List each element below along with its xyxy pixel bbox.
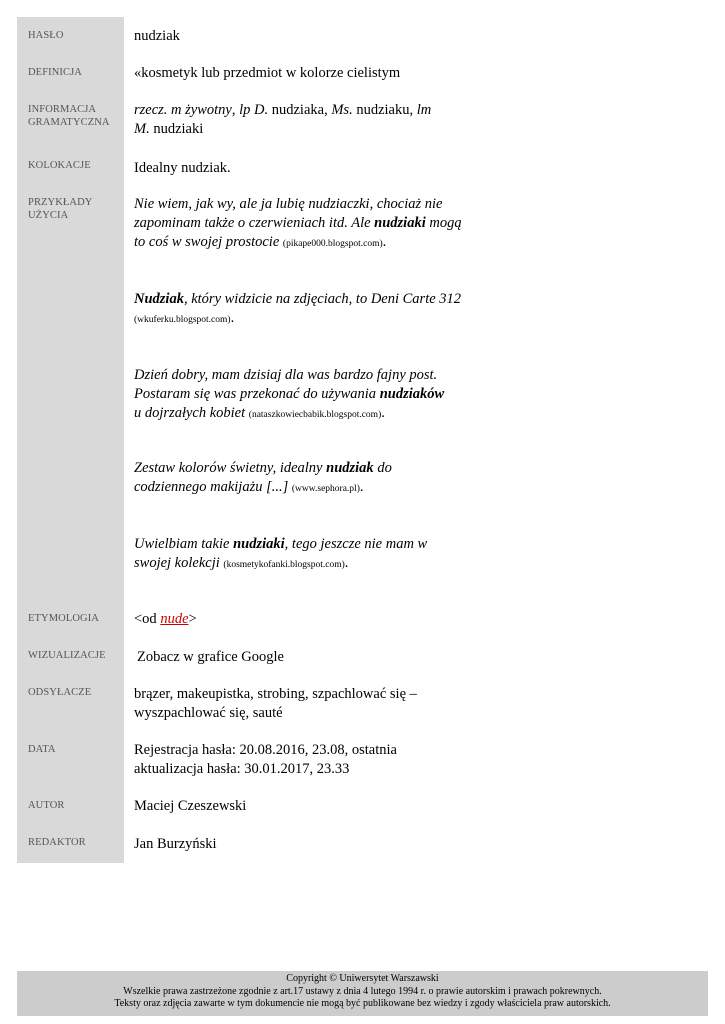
- example-text: Nie wiem, jak wy, ale ja lubię nudziaczki, chociaż nie zapominam także o czerwieniach itd. Ale: [134, 196, 443, 231]
- example-keyword: nudziaki: [233, 536, 285, 552]
- example-1: Nie wiem, jak wy, ale ja lubię nudziaczki, chociaż nie zapominam także o czerwieniach itd. Ale nudziaki mogą to coś w swojej prostocie (pikape000.blogspot.com).: [134, 196, 462, 250]
- example-text: Zestaw kolorów świetny, idealny: [134, 460, 327, 476]
- grammar-form: nudziaki: [149, 121, 204, 137]
- value-data: [134, 741, 464, 779]
- grammar-m: M.: [134, 121, 150, 137]
- example-keyword: nudziak: [326, 460, 374, 476]
- grammar-sep: ,: [231, 102, 240, 118]
- grammar-ms: Ms.: [331, 102, 353, 118]
- label-informacja-line1: INFORMACJA: [28, 104, 97, 115]
- footer-rights: Wszelkie prawa zastrzeżone zgodnie z art.17 ustawy z dnia 4 lutego 1994 r. o prawie autorskim i prawach pokrewnych.: [123, 985, 602, 997]
- label-odsylacze: ODSYŁACZE: [28, 687, 92, 698]
- example-source: (pikape000.blogspot.com): [282, 239, 383, 249]
- grammar-pos: rzecz. m żywotny: [134, 102, 232, 118]
- example-text: mogą to coś w swojej prostocie: [134, 215, 462, 250]
- label-wizualizacje: WIZUALIZACJE: [28, 650, 106, 661]
- example-text: , tego jeszcze nie mam w swojej kolekcji: [134, 536, 428, 571]
- label-kolokacje: KOLOKACJE: [28, 160, 91, 171]
- example-keyword: Nudziak: [134, 291, 184, 307]
- grammar-form: nudziaka,: [268, 102, 332, 118]
- example-text: Uwielbiam takie: [134, 536, 234, 552]
- example-source: (www.sephora.pl): [291, 484, 360, 494]
- footer-copyright: Copyright © Uniwersytet Warszawski: [286, 973, 439, 984]
- footer-notice: Teksty oraz zdjęcia zawarte w tym dokumencie nie mogą być publikowane bez wiedzy i zgody właściciela praw autorskich.: [114, 998, 611, 1009]
- label-haslo: HASŁO: [28, 30, 64, 41]
- google-images-link[interactable]: Zobacz w grafice Google: [137, 649, 284, 665]
- example-source: (nataszkowiecbabik.blogspot.com): [248, 410, 382, 420]
- copyright-footer: [17, 971, 708, 1016]
- label-przyklady-uzycia: [28, 196, 124, 222]
- label-przyklady-line1: PRZYKŁADY: [28, 197, 93, 208]
- label-redaktor: REDAKTOR: [28, 837, 86, 848]
- example-text: do codziennego makijażu [...]: [134, 460, 392, 495]
- example-5: Uwielbiam takie nudziaki, tego jeszcze nie mam w swojej kolekcji (kosmetykofanki.blogspot.com).: [134, 536, 428, 571]
- value-definicja: «kosmetyk lub przedmiot w kolorze cielistym: [134, 65, 401, 81]
- example-keyword: nudziaki: [374, 215, 426, 231]
- value-redaktor: Jan Burzyński: [134, 836, 217, 852]
- example-2: Nudziak, który widzicie na zdjęciach, to Deni Carte 312 (wkuferku.blogspot.com).: [134, 291, 462, 326]
- example-3: Dzień dobry, mam dzisiaj dla was bardzo fajny post. Postaram się was przekonać do używania nudziaków u dojrzałych kobiet (nataszkowiecbabik.blogspot.com).: [134, 367, 445, 421]
- label-przyklady-line2: UŻYCIA: [28, 210, 69, 221]
- example-source: (kosmetykofanki.blogspot.com): [223, 560, 345, 570]
- value-autor: Maciej Czeszewski: [134, 798, 247, 814]
- value-kolokacje: Idealny nudziak.: [134, 160, 231, 176]
- label-data: DATA: [28, 744, 56, 755]
- example-source: (wkuferku.blogspot.com): [134, 315, 231, 325]
- value-etymologia: [134, 610, 464, 629]
- value-odsylacze: brązer, makeupistka, strobing, szpachlować się – wyszpachlować się, sauté: [134, 686, 417, 721]
- label-informacja-gramatyczna: [28, 103, 124, 129]
- etymology-suffix: >: [188, 611, 197, 627]
- example-text: , który widzicie na zdjęciach, to Deni Carte 312: [183, 291, 462, 307]
- grammar-form: nudziaku,: [352, 102, 417, 118]
- value-informacja-gramatyczna: [134, 101, 444, 139]
- label-autor: AUTOR: [28, 800, 65, 811]
- example-text: u dojrzałych kobiet: [134, 405, 246, 421]
- date-update: aktualizacja hasła: 30.01.2017, 23.33: [134, 761, 350, 777]
- example-keyword: nudziaków: [379, 386, 445, 402]
- label-informacja-line2: GRAMATYCZNA: [28, 117, 110, 128]
- etymology-link[interactable]: nude: [160, 611, 189, 627]
- label-etymologia: ETYMOLOGIA: [28, 613, 99, 624]
- label-column: [17, 17, 124, 863]
- example-4: Zestaw kolorów świetny, idealny nudziak do codziennego makijażu [...] (www.sephora.pl).: [134, 460, 392, 495]
- label-definicja: DEFINICJA: [28, 67, 82, 78]
- date-registration: Rejestracja hasła: 20.08.2016, 23.08, ostatnia: [134, 742, 397, 758]
- value-haslo: nudziak: [134, 28, 180, 44]
- grammar-lp-d: lp D.: [239, 102, 269, 118]
- grammar-lm: lm: [416, 102, 432, 118]
- etymology-prefix: <od: [134, 611, 161, 627]
- example-text: Dzień dobry, mam dzisiaj dla was bardzo fajny post. Postaram się was przekonać do używania: [134, 367, 438, 402]
